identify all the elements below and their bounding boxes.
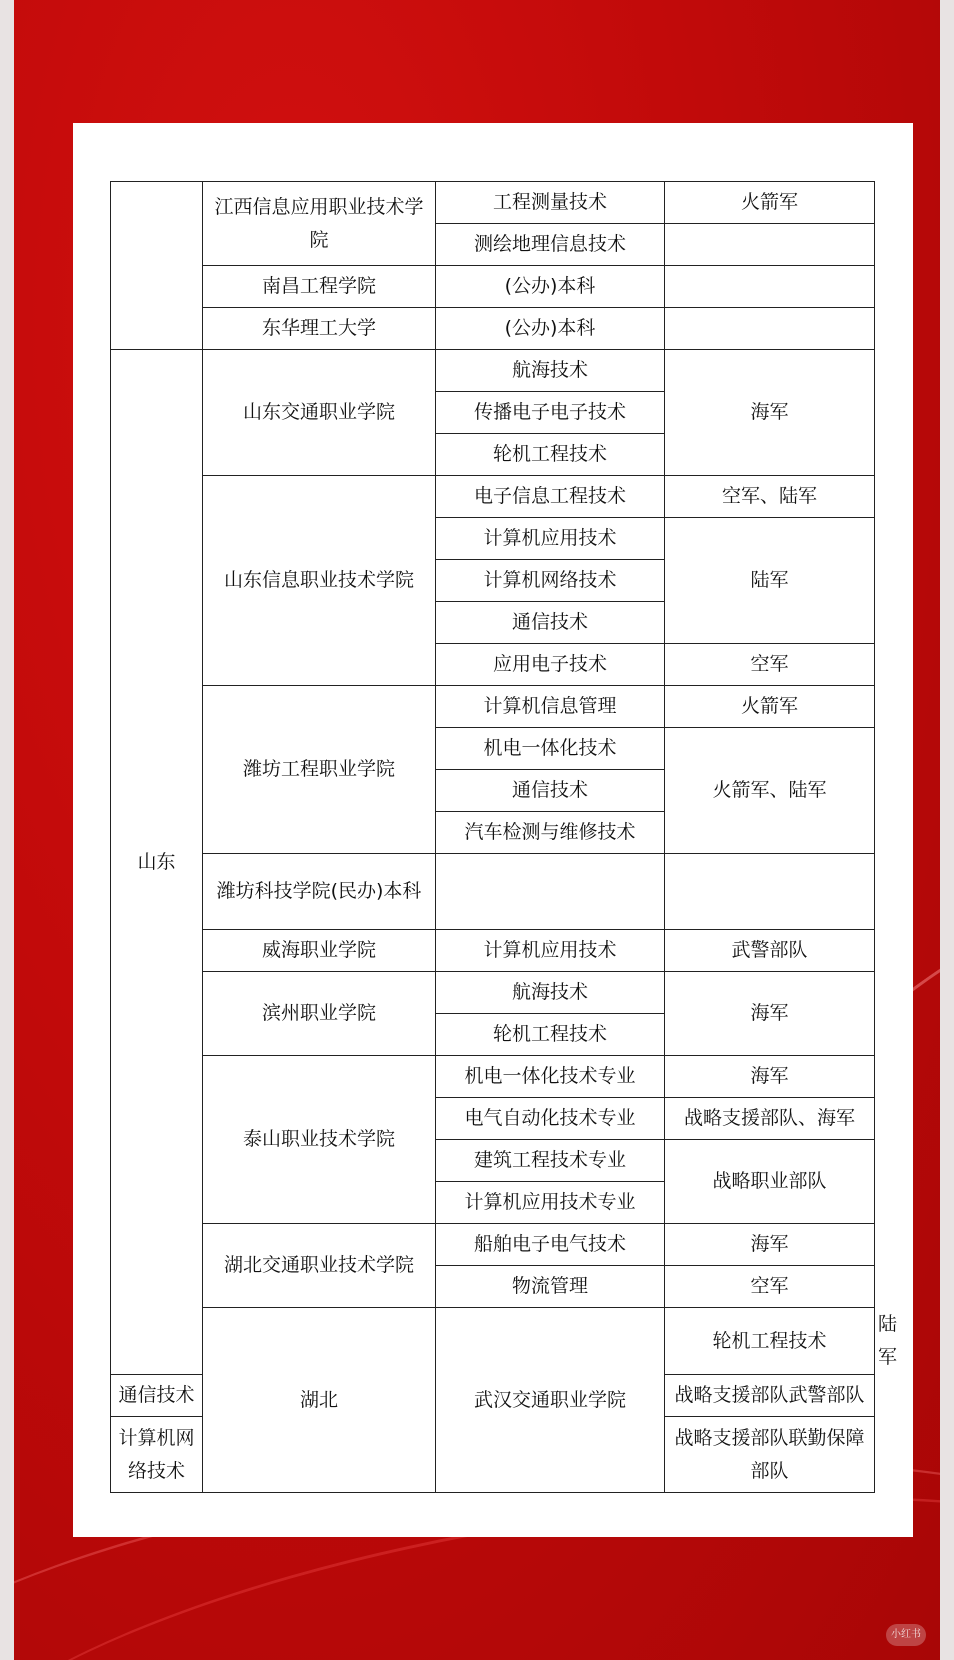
province-cell: 山东 (111, 350, 203, 1375)
table-row (111, 266, 875, 308)
major-cell: 计算机应用技术 (436, 930, 665, 972)
table-row (111, 1056, 875, 1098)
branch-cell: 空军 (665, 644, 875, 686)
province-cell: 湖北 (203, 1308, 436, 1493)
table-row (111, 930, 875, 972)
table-row (111, 972, 875, 1014)
table-row (111, 350, 875, 392)
branch-cell: 陆军 (665, 518, 875, 644)
school-cell: 威海职业学院 (203, 930, 436, 972)
major-cell: 工程测量技术 (436, 182, 665, 224)
major-cell: 轮机工程技术 (665, 1308, 875, 1375)
major-cell: 通信技术 (436, 770, 665, 812)
document-card (73, 123, 913, 1537)
major-cell: 计算机网络技术 (111, 1417, 203, 1493)
school-cell: 潍坊科技学院(民办)本科 (203, 854, 436, 930)
major-cell: 传播电子电子技术 (436, 392, 665, 434)
major-cell: 航海技术 (436, 972, 665, 1014)
branch-cell (665, 308, 875, 350)
major-cell: 计算机网络技术 (436, 560, 665, 602)
major-cell: 电子信息工程技术 (436, 476, 665, 518)
major-cell: (公办)本科 (436, 266, 665, 308)
branch-cell: 火箭军、陆军 (665, 728, 875, 854)
table-row (111, 308, 875, 350)
major-cell: 电气自动化技术专业 (436, 1098, 665, 1140)
branch-cell: 战略支援部队联勤保障部队 (665, 1417, 875, 1493)
school-cell: 武汉交通职业学院 (436, 1308, 665, 1493)
red-background (14, 0, 940, 1660)
school-cell: 东华理工大学 (203, 308, 436, 350)
branch-cell: 战略支援部队、海军 (665, 1098, 875, 1140)
major-cell: 通信技术 (436, 602, 665, 644)
branch-cell: 战略职业部队 (665, 1140, 875, 1224)
major-cell: 轮机工程技术 (436, 434, 665, 476)
school-cell: 南昌工程学院 (203, 266, 436, 308)
branch-cell: 海军 (665, 350, 875, 476)
branch-cell: 空军 (665, 1266, 875, 1308)
major-cell: (公办)本科 (436, 308, 665, 350)
school-cell: 山东信息职业技术学院 (203, 476, 436, 686)
province-cell (111, 182, 203, 350)
major-cell: 计算机应用技术 (436, 518, 665, 560)
major-cell: 船舶电子电气技术 (436, 1224, 665, 1266)
major-cell: 机电一体化技术专业 (436, 1056, 665, 1098)
branch-cell: 海军 (665, 1056, 875, 1098)
table-row (111, 476, 875, 518)
school-cell: 江西信息应用职业技术学院 (203, 182, 436, 266)
table-row (111, 1224, 875, 1266)
branch-cell (665, 854, 875, 930)
school-cell: 潍坊工程职业学院 (203, 686, 436, 854)
major-cell: 计算机信息管理 (436, 686, 665, 728)
major-cell: 测绘地理信息技术 (436, 224, 665, 266)
branch-cell: 空军、陆军 (665, 476, 875, 518)
branch-cell: 战略支援部队武警部队 (665, 1375, 875, 1417)
branch-cell: 武警部队 (665, 930, 875, 972)
major-cell: 建筑工程技术专业 (436, 1140, 665, 1182)
table-row (111, 182, 875, 224)
branch-cell: 火箭军 (665, 686, 875, 728)
major-cell: 机电一体化技术 (436, 728, 665, 770)
table-body (111, 182, 898, 1493)
major-cell: 物流管理 (436, 1266, 665, 1308)
major-cell: 通信技术 (111, 1375, 203, 1417)
school-cell: 湖北交通职业技术学院 (203, 1224, 436, 1308)
school-cell: 滨州职业学院 (203, 972, 436, 1056)
table-row (111, 854, 875, 930)
school-cell: 山东交通职业学院 (203, 350, 436, 476)
watermark-badge: 小红书 (886, 1624, 926, 1646)
branch-cell (665, 224, 875, 266)
table-row: 湖北 武汉交通职业学院 轮机工程技术 陆军 (111, 1308, 875, 1375)
major-cell: 计算机应用技术专业 (436, 1182, 665, 1224)
school-cell: 泰山职业技术学院 (203, 1056, 436, 1224)
major-cell: 轮机工程技术 (436, 1014, 665, 1056)
enrollment-table (110, 181, 898, 1493)
major-cell: 汽车检测与维修技术 (436, 812, 665, 854)
branch-cell: 火箭军 (665, 182, 875, 224)
major-cell: 应用电子技术 (436, 644, 665, 686)
branch-cell: 海军 (665, 972, 875, 1056)
branch-cell (665, 266, 875, 308)
major-cell (436, 854, 665, 930)
table-row (111, 686, 875, 728)
branch-cell: 海军 (665, 1224, 875, 1266)
major-cell: 航海技术 (436, 350, 665, 392)
